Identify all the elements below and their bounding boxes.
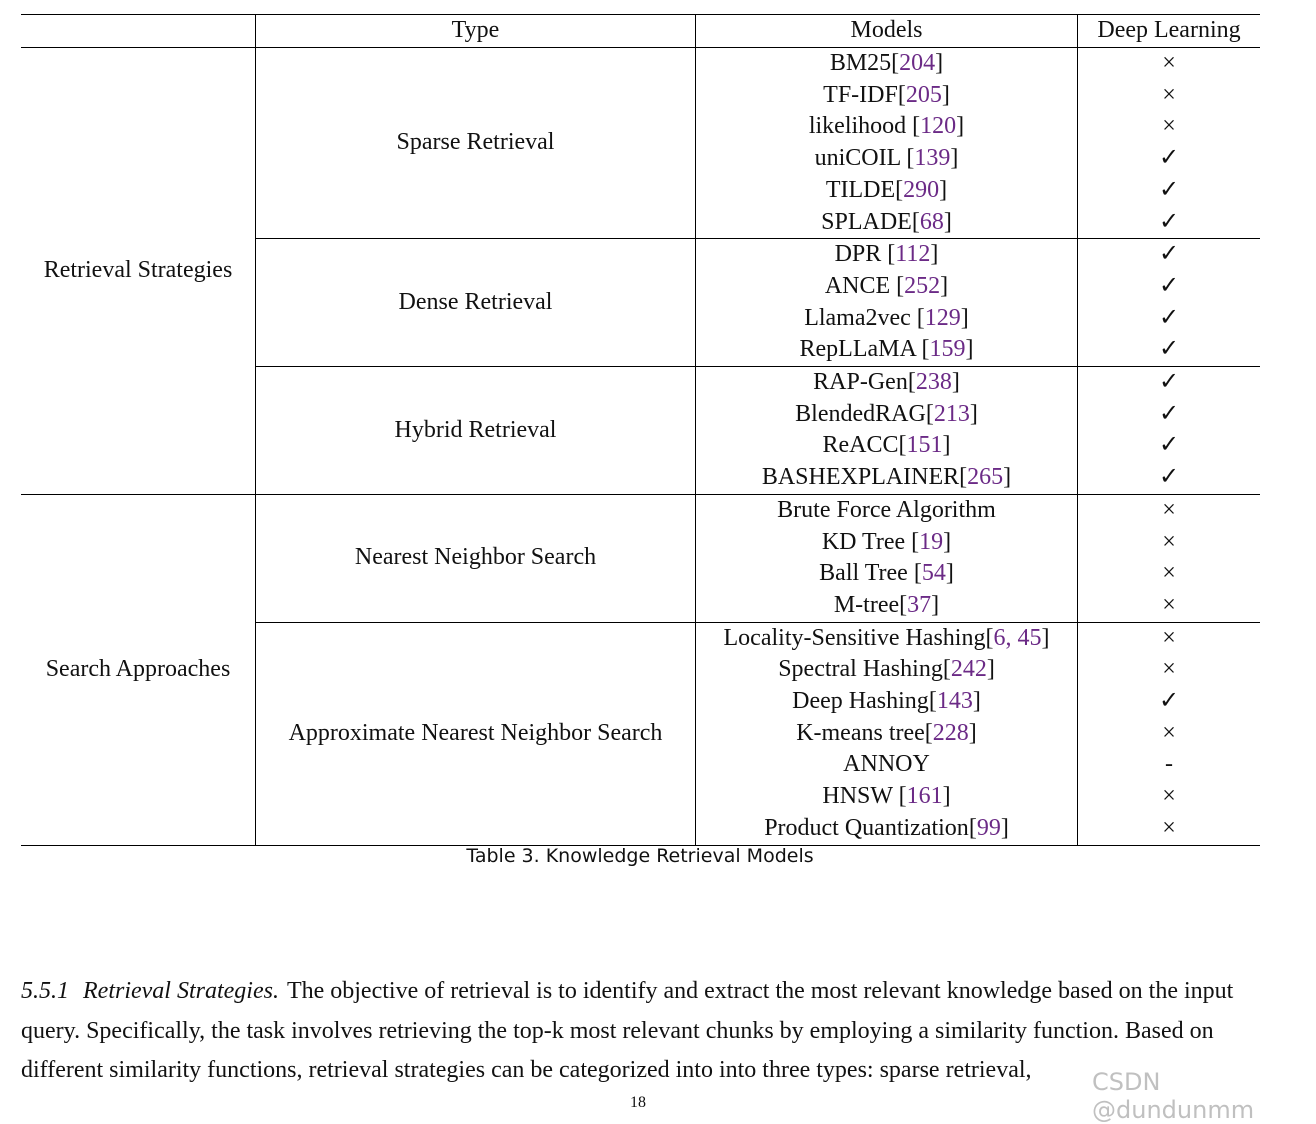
- citation-link[interactable]: 265: [967, 464, 1004, 491]
- cross-icon: ×: [1078, 527, 1261, 559]
- citation-link[interactable]: 228: [932, 719, 969, 746]
- check-icon: ✓: [1078, 207, 1261, 239]
- model-name: ReACC: [822, 432, 899, 459]
- citation-link[interactable]: 205: [905, 81, 942, 108]
- cross-icon: ×: [1078, 622, 1261, 654]
- citation-link[interactable]: 120: [920, 113, 957, 140]
- body-paragraph: [21, 972, 1266, 1091]
- model-cell: likelihood [120]: [696, 111, 1078, 143]
- header-category: [21, 15, 256, 48]
- model-cell: K-means tree[228]: [696, 718, 1078, 750]
- model-name: uniCOIL: [814, 145, 901, 172]
- citation-link[interactable]: 143: [936, 688, 973, 715]
- check-icon: ✓: [1078, 175, 1261, 207]
- cross-icon: ×: [1078, 80, 1261, 112]
- type-cell: Approximate Nearest Neighbor Search: [256, 622, 696, 845]
- header-type: Type: [256, 15, 696, 48]
- citation-link[interactable]: 238: [915, 369, 952, 396]
- model-cell: TF-IDF[205]: [696, 80, 1078, 112]
- model-name: RepLLaMA: [799, 336, 916, 363]
- model-cell: Locality-Sensitive Hashing[6, 45]: [696, 622, 1078, 654]
- type-cell: Sparse Retrieval: [256, 48, 696, 239]
- check-icon: ✓: [1078, 271, 1261, 303]
- model-name: Ball Tree: [819, 560, 908, 587]
- citation-link[interactable]: 139: [914, 145, 951, 172]
- check-icon: ✓: [1078, 239, 1261, 271]
- model-cell: Llama2vec [129]: [696, 303, 1078, 335]
- cross-icon: ×: [1078, 654, 1261, 686]
- model-cell: SPLADE[68]: [696, 207, 1078, 239]
- model-cell: [696, 494, 1078, 526]
- cross-icon: ×: [1078, 111, 1261, 143]
- type-cell: Nearest Neighbor Search: [256, 494, 696, 622]
- section-title: Retrieval Strategies.: [83, 978, 279, 1004]
- check-icon: ✓: [1078, 399, 1261, 431]
- citation-link[interactable]: 290: [903, 176, 940, 203]
- check-icon: ✓: [1078, 686, 1261, 718]
- model-cell: Ball Tree [54]: [696, 558, 1078, 590]
- check-icon: ✓: [1078, 143, 1261, 175]
- model-name: K-means tree: [796, 719, 925, 746]
- citation-link[interactable]: 213: [933, 400, 970, 427]
- model-name: DPR: [834, 241, 882, 268]
- cross-icon: ×: [1078, 48, 1261, 80]
- check-icon: ✓: [1078, 303, 1261, 335]
- citation-link[interactable]: 151: [906, 432, 943, 459]
- model-name: SPLADE: [821, 208, 912, 235]
- model-name: Brute Force Algorithm: [777, 496, 996, 523]
- model-cell: TILDE[290]: [696, 175, 1078, 207]
- model-name: Product Quantization: [764, 814, 969, 841]
- citation-link[interactable]: 19: [919, 528, 944, 555]
- model-name: M-tree: [833, 591, 900, 618]
- table-header-row: [21, 15, 1260, 48]
- table-row: [21, 494, 1260, 526]
- check-icon: ✓: [1078, 367, 1261, 399]
- dash-mark: -: [1078, 749, 1261, 781]
- type-cell: Dense Retrieval: [256, 239, 696, 367]
- model-name: RAP-Gen: [813, 369, 908, 396]
- check-icon: ✓: [1078, 334, 1261, 366]
- model-cell: uniCOIL [139]: [696, 143, 1078, 175]
- citation-link[interactable]: 112: [895, 241, 931, 268]
- model-cell: HNSW [161]: [696, 781, 1078, 813]
- model-name: Llama2vec: [804, 304, 911, 331]
- model-name: Locality-Sensitive Hashing: [723, 624, 986, 651]
- model-name: Deep Hashing: [792, 688, 929, 715]
- cross-icon: ×: [1078, 813, 1261, 845]
- citation-link[interactable]: 6, 45: [993, 624, 1042, 651]
- model-name: likelihood: [808, 113, 907, 140]
- knowledge-retrieval-table: [21, 14, 1260, 846]
- citation-link[interactable]: 159: [929, 336, 966, 363]
- check-icon: ✓: [1078, 462, 1261, 494]
- cross-icon: ×: [1078, 781, 1261, 813]
- model-cell: M-tree[37]: [696, 590, 1078, 622]
- citation-link[interactable]: 37: [907, 591, 932, 618]
- model-cell: [696, 749, 1078, 781]
- category-cell: Retrieval Strategies: [21, 48, 256, 495]
- cross-icon: ×: [1078, 718, 1261, 750]
- model-cell: BASHEXPLAINER[265]: [696, 462, 1078, 494]
- model-name: TF-IDF: [823, 81, 898, 108]
- model-name: Spectral Hashing: [778, 656, 943, 683]
- citation-link[interactable]: 68: [919, 208, 944, 235]
- model-name: BM25: [829, 50, 892, 76]
- model-name: HNSW: [822, 783, 893, 810]
- watermark: CSDN @dundunmm: [1092, 1068, 1255, 1124]
- model-name: BlendedRAG: [795, 400, 926, 427]
- cross-icon: ×: [1078, 494, 1261, 526]
- model-cell: Spectral Hashing[242]: [696, 654, 1078, 686]
- model-cell: RepLLaMA [159]: [696, 334, 1078, 366]
- model-name: ANNOY: [843, 751, 930, 778]
- citation-link[interactable]: 54: [921, 560, 946, 587]
- check-icon: ✓: [1078, 430, 1261, 462]
- citation-link[interactable]: 242: [950, 656, 987, 683]
- paragraph-text: The objective of retrieval is to identify and extract the most relevant knowledge based on the input query. Specifically, the task involves retrieving the top-k most relevant chunks by employing a similarity function. Based on different similarity functions, retrieval strategies can be categorized into into three types: sparse retrieval,: [21, 978, 1234, 1083]
- citation-link[interactable]: 129: [924, 304, 961, 331]
- citation-link[interactable]: 161: [906, 783, 943, 810]
- model-name: ANCE: [824, 272, 891, 299]
- citation-link[interactable]: 99: [976, 814, 1001, 841]
- model-cell: BlendedRAG[213]: [696, 399, 1078, 431]
- model-cell: ANCE [252]: [696, 271, 1078, 303]
- category-cell: Search Approaches: [21, 494, 256, 845]
- page-number: 18: [630, 1094, 646, 1111]
- table-caption: Table 3. Knowledge Retrieval Models: [466, 845, 814, 867]
- citation-link[interactable]: 252: [904, 272, 941, 299]
- cross-icon: ×: [1078, 590, 1261, 622]
- type-cell: Hybrid Retrieval: [256, 367, 696, 495]
- model-cell: Product Quantization[99]: [696, 813, 1078, 845]
- model-cell: Deep Hashing[143]: [696, 686, 1078, 718]
- header-deep-learning: Deep Learning: [1078, 15, 1261, 48]
- model-cell: ReACC[151]: [696, 430, 1078, 462]
- model-name: BASHEXPLAINER: [761, 464, 960, 491]
- model-name: KD Tree: [821, 528, 906, 555]
- model-cell: KD Tree [19]: [696, 527, 1078, 559]
- model-cell: BM25[204]: [696, 48, 1078, 80]
- citation-link[interactable]: 204: [899, 50, 936, 76]
- header-models: Models: [696, 15, 1078, 48]
- model-cell: DPR [112]: [696, 239, 1078, 271]
- table-row: [21, 48, 1260, 80]
- model-name: TILDE: [825, 176, 896, 203]
- cross-icon: ×: [1078, 558, 1261, 590]
- section-number: 5.5.1: [21, 978, 69, 1004]
- model-cell: RAP-Gen[238]: [696, 367, 1078, 399]
